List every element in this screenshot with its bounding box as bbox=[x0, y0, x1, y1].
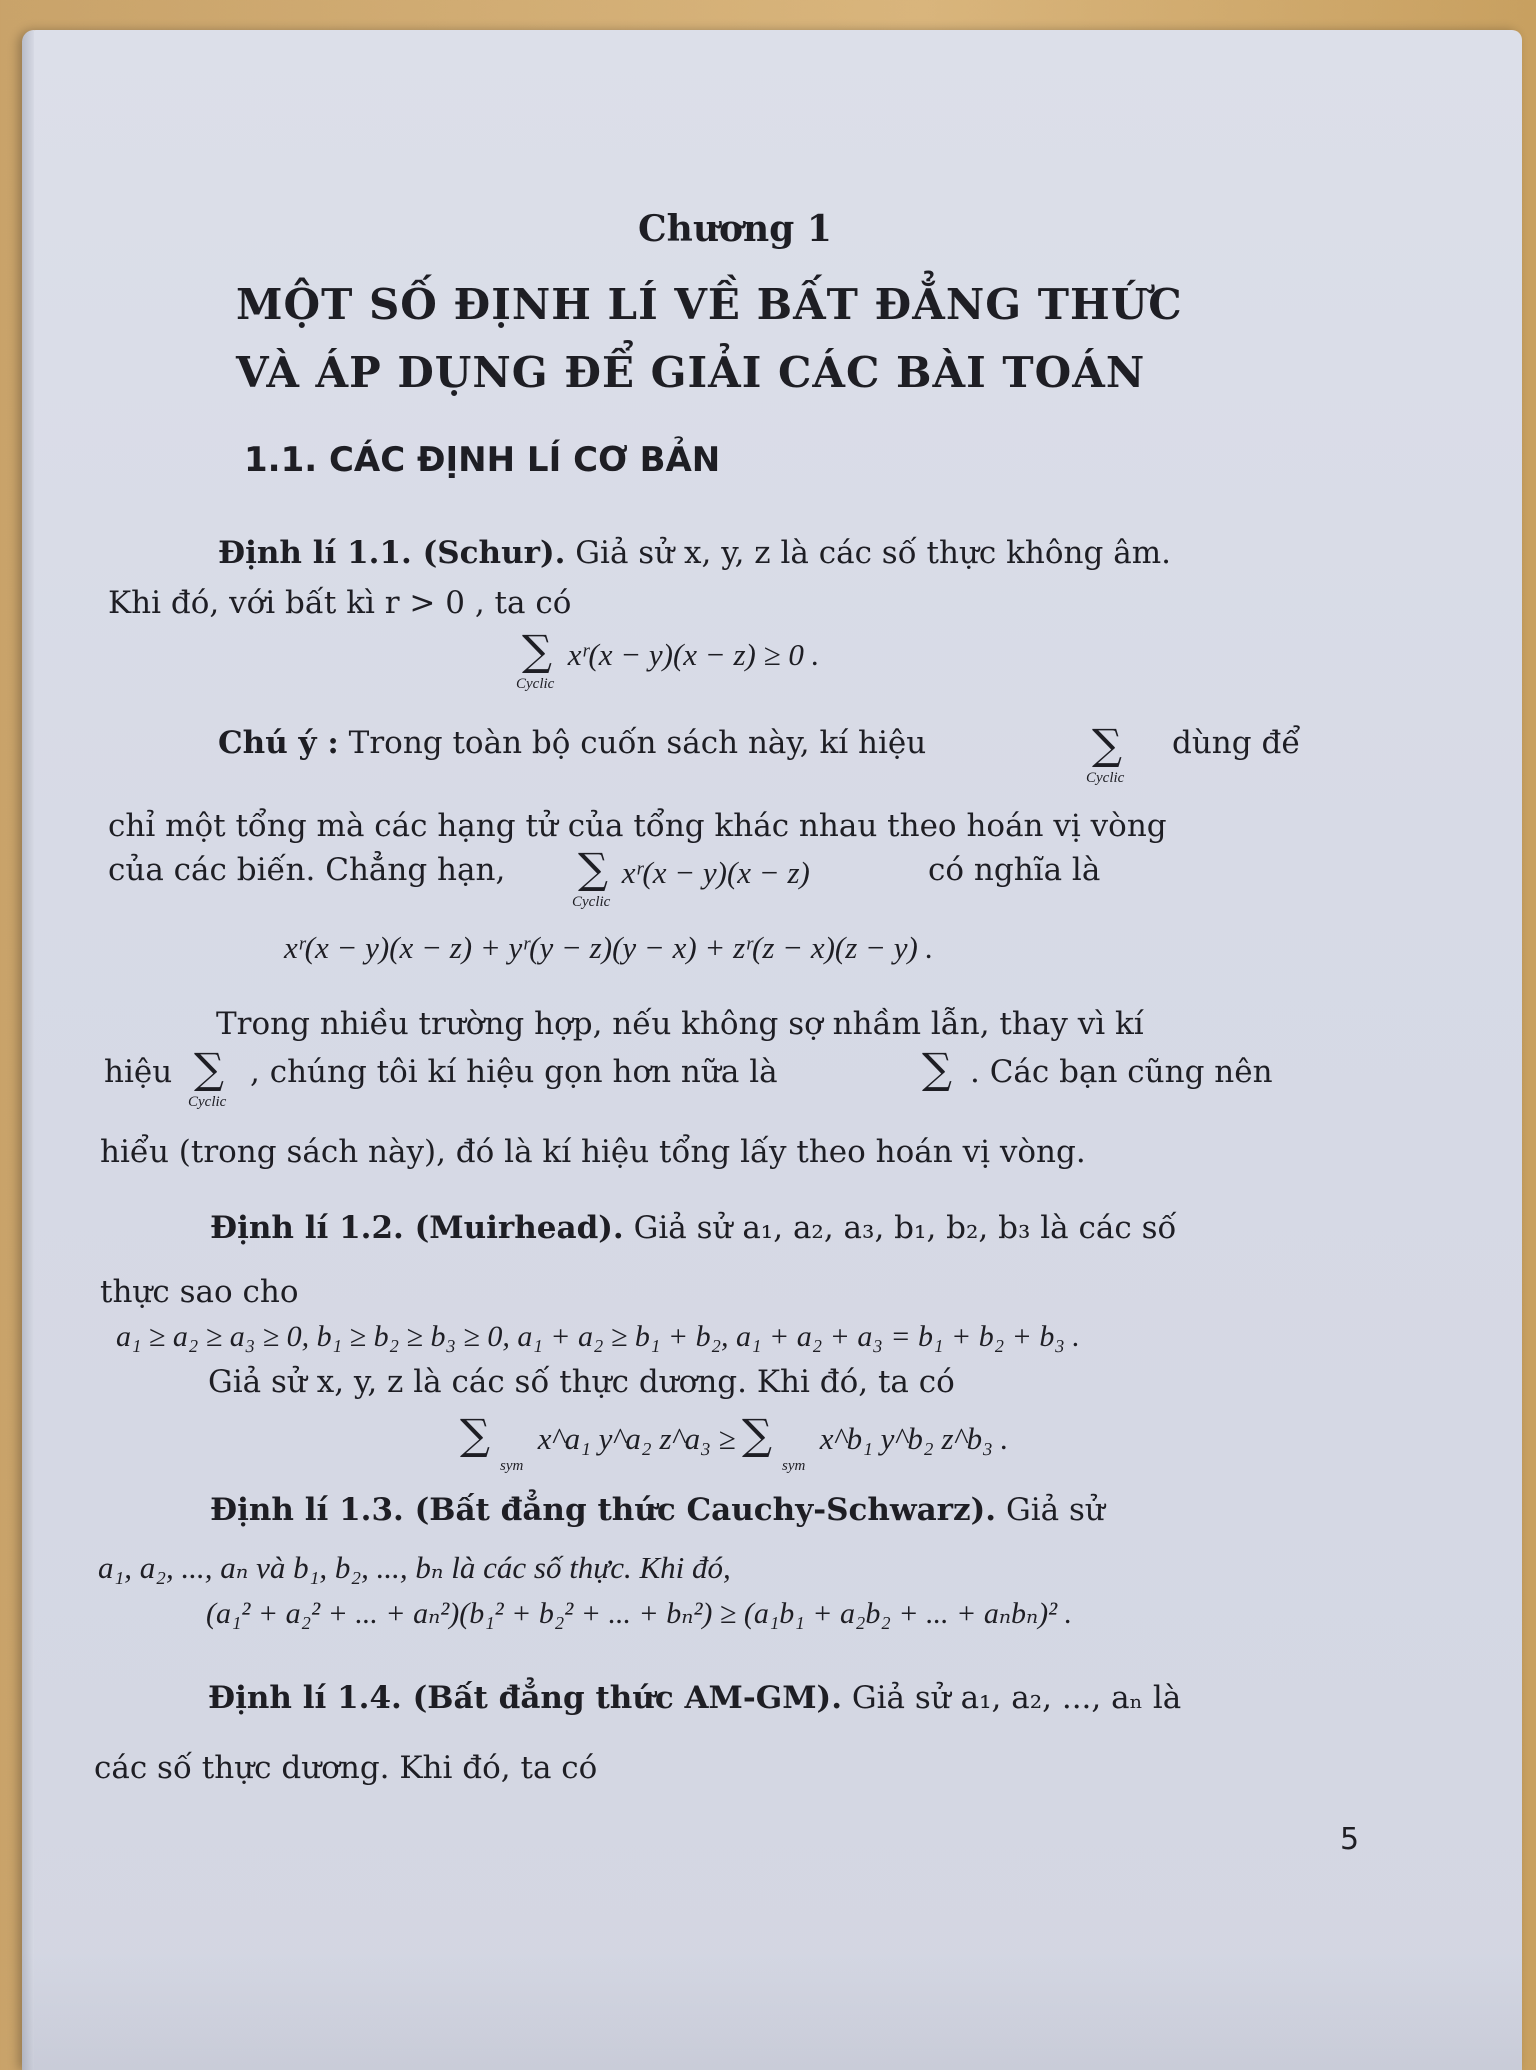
section-heading: 1.1. CÁC ĐỊNH LÍ CƠ BẢN bbox=[244, 440, 721, 480]
theorem-1-1-label: Định lí 1.1. (Schur). bbox=[218, 535, 566, 571]
cyclic-subscript: Cyclic bbox=[572, 894, 611, 910]
theorem-1-2-text: Giả sử a₁, a₂, a₃, b₁, b₂, b₃ là các số bbox=[633, 1210, 1177, 1246]
note-line-3 bbox=[108, 852, 505, 888]
sym-subscript: sym bbox=[500, 1458, 524, 1474]
theorem-1-1-text: Giả sử x, y, z là các số thực không âm. bbox=[575, 535, 1171, 571]
note-line-1 bbox=[218, 725, 926, 761]
muirhead-formula bbox=[460, 1410, 736, 1474]
note-sigma bbox=[1086, 720, 1125, 786]
cauchy-schwarz-formula: (a₁² + a₂² + ... + aₙ²)(b₁² + b₂² + ... + bₙ²) ≥ (a₁b₁ + a₂b₂ + ... + aₙbₙ)² . bbox=[206, 1597, 1073, 1630]
schur-expression: xʳ(x − y)(x − z) ≥ 0 . bbox=[567, 637, 820, 672]
cyclic-subscript: Cyclic bbox=[188, 1094, 227, 1110]
theorem-1-2-line-3: Giả sử x, y, z là các số thực dương. Khi đó, ta có bbox=[208, 1364, 955, 1400]
paragraph-line-3: hiểu (trong sách này), đó là kí hiệu tổng lấy theo hoán vị vòng. bbox=[100, 1134, 1086, 1170]
paragraph-line-2-mid: , chúng tôi kí hiệu gọn hơn nữa là bbox=[250, 1054, 778, 1090]
muirhead-formula-right bbox=[742, 1410, 1009, 1474]
paragraph-line-1: Trong nhiều trường hợp, nếu không sợ nhầm lẫn, thay vì kí bbox=[216, 1006, 1144, 1042]
page-number: 5 bbox=[1340, 1822, 1360, 1857]
paragraph-sigma bbox=[188, 1044, 227, 1110]
cyclic-subscript: Cyclic bbox=[1086, 770, 1125, 786]
muirhead-condition: a₁ ≥ a₂ ≥ a₃ ≥ 0, b₁ ≥ b₂ ≥ b₃ ≥ 0, a₁ + a₂ ≥ b₁ + b₂, a₁ + a₂ + a₃ = b₁ + b₂ + b₃ . bbox=[116, 1320, 1080, 1353]
cyclic-expansion-formula: xʳ(x − y)(x − z) + yʳ(y − z)(y − x) + zʳ(z − x)(z − y) . bbox=[284, 930, 934, 965]
theorem-1-4-line-2: các số thực dương. Khi đó, ta có bbox=[94, 1750, 598, 1786]
theorem-1-4-text: Giả sử a₁, a₂, ..., aₙ là bbox=[851, 1680, 1182, 1716]
theorem-1-3-line-1 bbox=[210, 1492, 1105, 1528]
theorem-1-4-label: Định lí 1.4. (Bất đẳng thức AM-GM). bbox=[208, 1680, 842, 1716]
sigma-symbol: ∑ bbox=[922, 1044, 952, 1093]
chapter-heading: Chương 1 bbox=[638, 208, 832, 250]
sigma-symbol: ∑ bbox=[522, 626, 552, 675]
cyclic-example-expression: xʳ(x − y)(x − z) bbox=[621, 855, 810, 890]
theorem-1-1-line-2: Khi đó, với bất kì r > 0 , ta có bbox=[108, 585, 572, 621]
page-edge bbox=[22, 30, 34, 2070]
note-text: Trong toàn bộ cuốn sách này, kí hiệu bbox=[348, 725, 927, 761]
paragraph-line-2-start: hiệu bbox=[104, 1054, 173, 1090]
muirhead-right-side: x^b₁ y^b₂ z^b₃ . bbox=[819, 1421, 1009, 1456]
theorem-1-2-line-1 bbox=[210, 1210, 1176, 1246]
page-bottom-shade bbox=[22, 1950, 1522, 2070]
book-page bbox=[22, 30, 1522, 2070]
sigma-symbol: ∑ bbox=[460, 1410, 490, 1459]
sigma-symbol: ∑ bbox=[578, 844, 608, 893]
chapter-title-line-1: MỘT SỐ ĐỊNH LÍ VỀ BẤT ĐẲNG THỨC bbox=[236, 280, 1183, 329]
theorem-1-3-line-2: a₁, a₂, ..., aₙ và b₁, b₂, ..., bₙ là các số thực. Khi đó, bbox=[98, 1550, 731, 1585]
note-line-2: chỉ một tổng mà các hạng tử của tổng khác nhau theo hoán vị vòng bbox=[108, 808, 1167, 844]
theorem-1-3-text: Giả sử bbox=[1005, 1492, 1105, 1528]
theorem-1-4-line-1 bbox=[208, 1680, 1181, 1716]
sym-subscript: sym bbox=[782, 1458, 806, 1474]
note-line-3-end: có nghĩa là bbox=[928, 852, 1101, 888]
note-line-1-end: dùng để bbox=[1172, 725, 1301, 761]
chapter-title-line-2: VÀ ÁP DỤNG ĐỂ GIẢI CÁC BÀI TOÁN bbox=[236, 348, 1146, 397]
theorem-1-2-label: Định lí 1.2. (Muirhead). bbox=[210, 1210, 624, 1246]
cyclic-subscript: Cyclic bbox=[516, 676, 555, 692]
note-line-3-formula bbox=[572, 844, 810, 910]
note-label: Chú ý : bbox=[218, 725, 339, 761]
muirhead-left-side: x^a₁ y^a₂ z^a₃ ≥ bbox=[537, 1421, 736, 1456]
theorem-1-1-formula bbox=[516, 626, 820, 692]
theorem-1-3-label: Định lí 1.3. (Bất đẳng thức Cauchy-Schwarz). bbox=[210, 1492, 997, 1528]
sigma-symbol: ∑ bbox=[194, 1044, 224, 1093]
theorem-1-2-line-2: thực sao cho bbox=[100, 1274, 299, 1310]
note-line-3-start: của các biến. Chẳng hạn, bbox=[108, 852, 506, 888]
paragraph-plain-sigma bbox=[922, 1044, 952, 1093]
sigma-symbol: ∑ bbox=[742, 1410, 772, 1459]
sigma-symbol: ∑ bbox=[1092, 720, 1122, 769]
paragraph-line-2-end: . Các bạn cũng nên bbox=[970, 1054, 1273, 1090]
theorem-1-1-line-1 bbox=[218, 535, 1171, 571]
